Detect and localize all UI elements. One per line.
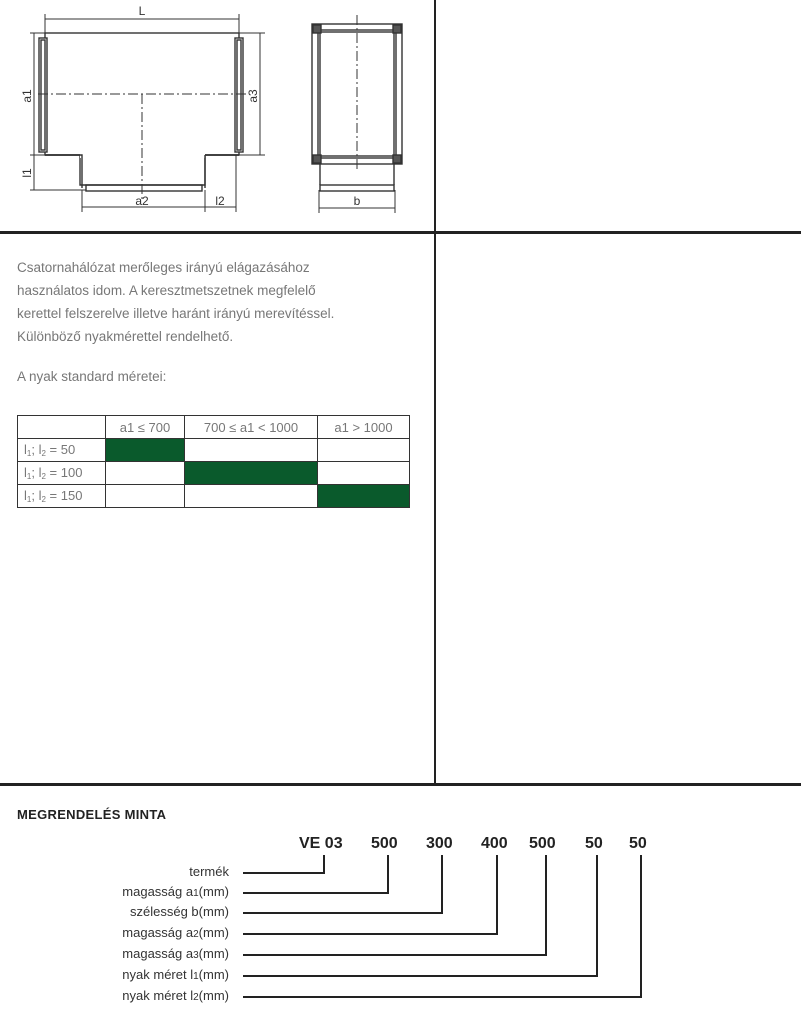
table-row xyxy=(18,439,410,462)
table-cell xyxy=(106,462,185,485)
order-label-b: szélesség b(mm) xyxy=(130,904,229,919)
dim-label-a3: a3 xyxy=(246,89,260,103)
divider-lower xyxy=(0,783,801,786)
table-cell xyxy=(106,485,185,508)
code-l2: 50 xyxy=(629,835,647,852)
table-row xyxy=(18,462,410,485)
order-label-a1: magasság a1(mm) xyxy=(122,884,229,899)
order-connector-lines xyxy=(0,840,801,1020)
table-cell xyxy=(318,462,410,485)
table-header-row xyxy=(18,416,410,439)
dim-label-L: L xyxy=(138,4,146,18)
connector-b xyxy=(243,855,442,913)
product-description xyxy=(17,256,417,348)
description-line: Csatornahálózat merőleges irányú elágazásához xyxy=(17,260,310,275)
code-product: VE 03 xyxy=(299,835,343,852)
table-cell-marked xyxy=(106,439,185,462)
dim-label-a1: a1 xyxy=(20,89,34,103)
code-a3: 500 xyxy=(529,835,556,852)
table-header-cell xyxy=(18,416,106,439)
table-cell xyxy=(318,439,410,462)
table-header-cell: 700 ≤ a1 < 1000 xyxy=(185,416,318,439)
dim-label-b: b xyxy=(353,194,361,208)
connector-a3 xyxy=(243,855,546,955)
dim-label-l1: l1 xyxy=(20,168,34,178)
technical-drawing xyxy=(0,0,801,240)
dim-label-a2: a2 xyxy=(135,194,149,208)
table-cell-marked xyxy=(318,485,410,508)
row-label: $l_1$; $l_2 = 150$ xyxy=(18,485,106,508)
table-cell xyxy=(185,439,318,462)
table-row xyxy=(18,485,410,508)
left-flange xyxy=(39,38,47,152)
dim-label-l2: l2 xyxy=(215,194,225,208)
description-line: Különböző nyakmérettel rendelhető. xyxy=(17,329,234,344)
connector-product xyxy=(243,855,324,873)
code-a2: 400 xyxy=(481,835,508,852)
right-flange xyxy=(235,38,243,152)
description-line: kerettel felszerelve illetve haránt irányú merevítéssel. xyxy=(17,306,335,321)
order-label-a3: magasság a3(mm) xyxy=(122,946,229,961)
order-label-l2: nyak méret l2(mm) xyxy=(122,988,229,1003)
table-header-cell: a1 ≤ 700 xyxy=(106,416,185,439)
table-cell xyxy=(185,485,318,508)
order-label-product: termék xyxy=(189,864,229,879)
order-label-a2: magasság a2(mm) xyxy=(122,925,229,940)
row-label: $l_1$; $l_2 = 100$ xyxy=(18,462,106,485)
connector-a2 xyxy=(243,855,497,934)
code-l1: 50 xyxy=(585,835,603,852)
code-a1: 500 xyxy=(371,835,398,852)
neck-size-table xyxy=(17,415,410,508)
row-label: $l_1$; $l_2 = 50$ xyxy=(18,439,106,462)
table-header-cell: a1 > 1000 xyxy=(318,416,410,439)
table-cell-marked xyxy=(185,462,318,485)
side-branch xyxy=(320,185,394,191)
description-line: használatos idom. A keresztmetszetnek megfelelő xyxy=(17,283,316,298)
branch-flange xyxy=(86,185,202,191)
order-example-title: MEGRENDELÉS MINTA xyxy=(17,807,167,822)
order-label-l1: nyak méret l1(mm) xyxy=(122,967,229,982)
standard-sizes-title: A nyak standard méretei: xyxy=(17,369,167,384)
code-b: 300 xyxy=(426,835,453,852)
